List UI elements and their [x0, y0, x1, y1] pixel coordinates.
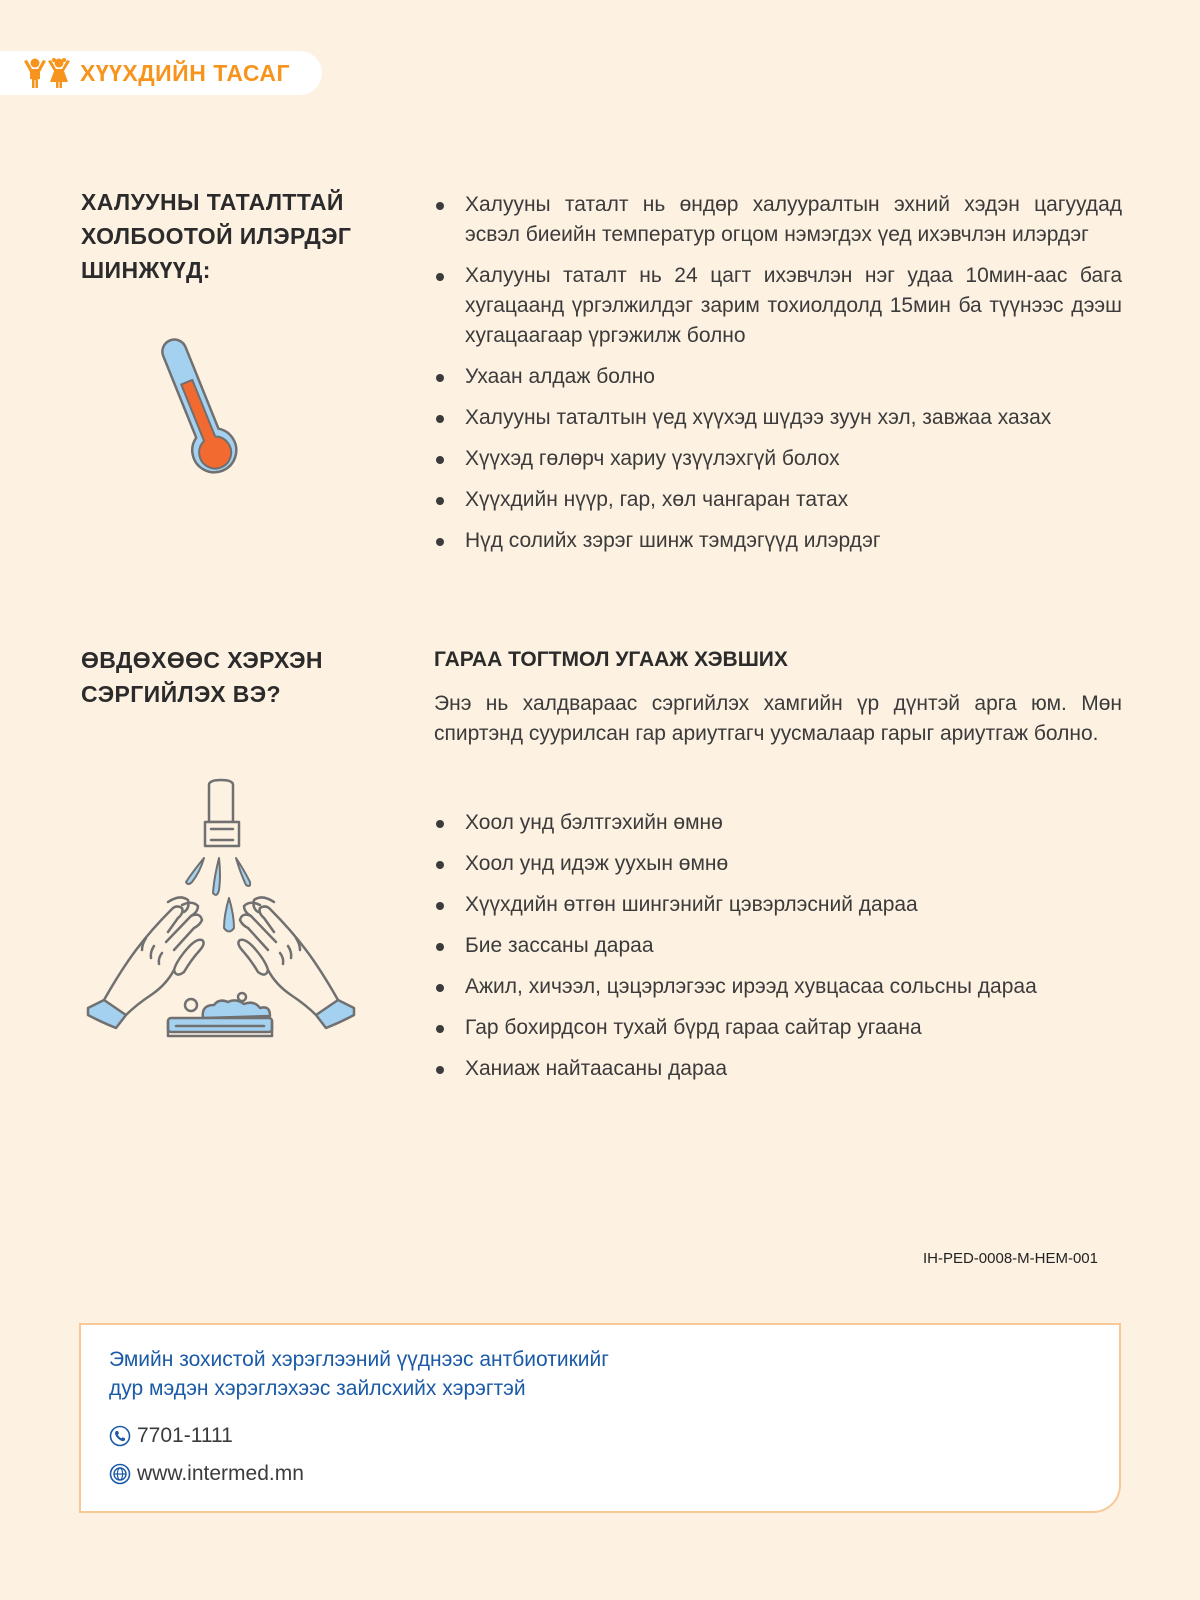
heading-line: ХОЛБООТОЙ ИЛЭРДЭГ: [81, 223, 352, 249]
list-item: Халууны таталт нь 24 цагт ихэвчлэн нэг удаа 10мин-аас бага хугацаанд үргэлжилдэг зарим тохиолдолд 15мин ба түүнээс дээш хугацаагаар үргэжилж болно: [434, 261, 1122, 351]
phone-icon: [109, 1425, 131, 1447]
hand-sanitizer-icon: [76, 760, 366, 1040]
handwashing-list: [434, 808, 1122, 1095]
list-item: Ухаан алдаж болно: [434, 362, 1122, 392]
heading-line: СЭРГИЙЛЭХ ВЭ?: [81, 681, 281, 707]
heading-line: ӨВДӨХӨӨС ХЭРХЭН: [81, 647, 323, 673]
list-item: Ханиаж найтаасаны дараа: [434, 1054, 1122, 1084]
globe-icon: [109, 1463, 131, 1485]
list-item: Хүүхдийн өтгөн шингэнийг цэвэрлэсний дараа: [434, 890, 1122, 920]
footer-message-line: дур мэдэн хэрэглэхээс зайлсхийх хэрэгтэй: [109, 1377, 526, 1400]
heading-line: ШИНЖҮҮД:: [81, 257, 211, 283]
list-item: Ажил, хичээл, цэцэрлэгээс ирээд хувцасаа сольсны дараа: [434, 972, 1122, 1002]
footer-message: [109, 1345, 1119, 1403]
list-item: Бие зассаны дараа: [434, 931, 1122, 961]
handwashing-paragraph: Энэ нь халдвараас сэргийлэх хамгийн үр дүнтэй арга юм. Мөн спиртэнд суурилсан гар ариутгагч уусмалаар гарыг ариутгаж болно.: [434, 692, 1122, 745]
handwashing-heading: ГАРАА ТОГТМОЛ УГААЖ ХЭВШИХ: [434, 648, 788, 671]
website-row[interactable]: [109, 1462, 1119, 1486]
footer-info-box: [79, 1323, 1121, 1513]
list-item: Халууны таталт нь өндөр халууралтын эхний хэдэн цагуудад эсвэл биеийн температур огцом нэмэгдэх үед ихэвчлэн илэрдэг: [434, 190, 1122, 250]
symptoms-list: [434, 190, 1122, 567]
list-item: Хүүхдийн нүүр, гар, хөл чангаран татах: [434, 485, 1122, 515]
section-heading-prevention: [81, 643, 323, 711]
phone-number[interactable]: 7701-1111: [137, 1424, 233, 1447]
list-item: Гар бохирдсон тухай бүрд гараа сайтар угаана: [434, 1013, 1122, 1043]
department-header: [0, 51, 322, 95]
list-item: Нүд солийх зэрэг шинж тэмдэгүүд илэрдэг: [434, 526, 1122, 556]
list-item: Хүүхэд гөлөрч хариу үзүүлэхгүй болох: [434, 444, 1122, 474]
children-icon: [22, 57, 72, 89]
department-title: ХҮҮХДИЙН ТАСАГ: [80, 59, 291, 86]
list-item: Хоол унд бэлтгэхийн өмнө: [434, 808, 1122, 838]
document-code: IH-PED-0008-M-HEM-001: [922, 1250, 1098, 1267]
website-link[interactable]: www.intermed.mn: [137, 1462, 304, 1485]
footer-message-line: Эмийн зохистой хэрэглээний үүднээс антбиотикийг: [109, 1348, 609, 1371]
thermometer-icon: [148, 335, 248, 485]
heading-line: ХАЛУУНЫ ТАТАЛТТАЙ: [81, 189, 344, 215]
list-item: Халууны таталтын үед хүүхэд шүдээ зуун хэл, завжаа хазах: [434, 403, 1122, 433]
phone-row[interactable]: [109, 1424, 1119, 1448]
list-item: Хоол унд идэж уухын өмнө: [434, 849, 1122, 879]
section-heading-symptoms: [81, 185, 351, 287]
